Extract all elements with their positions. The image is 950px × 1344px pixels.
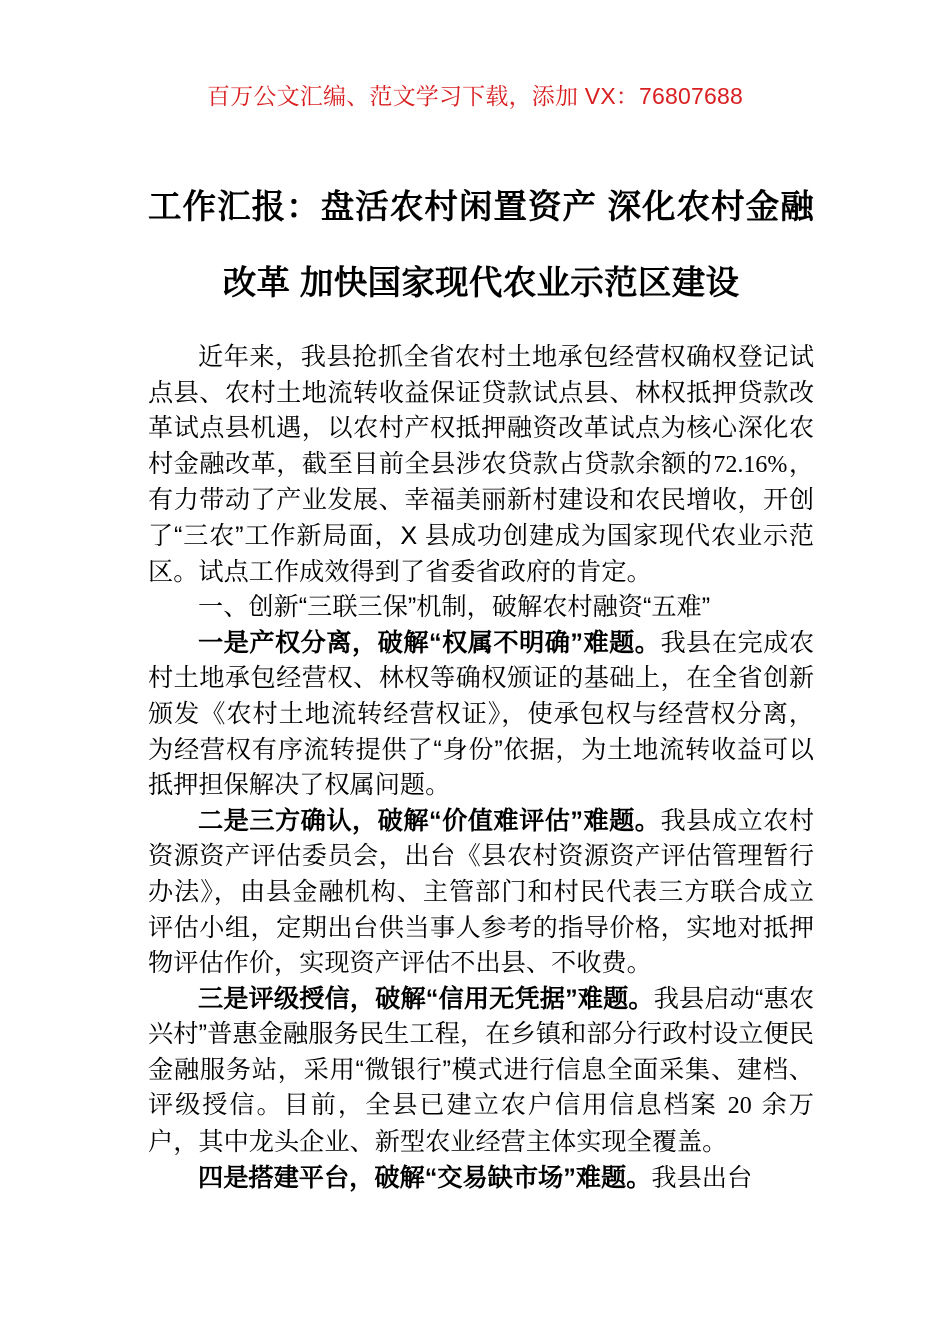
paragraph-point-three	[148, 982, 814, 1161]
paragraph-point-two-lead: 二是三方确认，破解“价值难评估”难题。	[198, 806, 661, 835]
paragraph-intro: 近年来，我县抢抓全省农村土地承包经营权确权登记试点县、农村土地流转收益保证贷款试点县、林权抵押贷款改革试点县机遇，以农村产权抵押融资改革试点为核心深化农村金融改革，截至目前全县涉农贷款占贷款余额的72.16%，有力带动了产业发展、幸福美丽新村建设和农民增收，开创了“三农”工作新局面，X 县成功创建成为国家现代农业示范区。试点工作成效得到了省委省政府的肯定。	[148, 343, 815, 586]
paragraph-point-four	[148, 1161, 814, 1197]
paragraph-point-two	[148, 804, 814, 982]
paragraph-point-two-text: 我县成立农村资源资产评估委员会，出台《县农村资源资产评估管理暂行办法》，由县金融机构、主管部门和村民代表三方联合成立评估小组，定期出台供当事人参考的指导价格，实地对抵押物评估作价，实现资产评估不出县、不收费。	[148, 806, 815, 978]
paragraph-point-four-lead: 四是搭建平台，破解“交易缺市场”难题。	[198, 1163, 652, 1192]
inline-number: 72.16%	[713, 451, 788, 478]
page-title: 工作汇报：盘活农村闲置资产 深化农村金融改革 加快国家现代农业示范区建设	[148, 189, 814, 302]
paragraph-point-four-text: 我县出台	[651, 1163, 753, 1192]
paragraph-point-one	[148, 626, 814, 804]
inline-number: 20	[727, 1093, 752, 1120]
paragraph-point-three-lead: 三是评级授信，破解“信用无凭据”难题。	[198, 984, 654, 1013]
paragraph-point-one-text: 我县在完成农村土地承包经营权、林权等确权颁证的基础上，在全省创新颁发《农村土地流转经营权证》，使承包权与经营权分离，为经营权有序流转提供了“身份”依据，为土地流转收益可以抵押担保解决了权属问题。	[148, 628, 815, 800]
document-body	[148, 170, 814, 1196]
watermark-header-text: 百万公文汇编、范文学习下载，添加 VX：76807688	[206, 83, 743, 109]
section-heading-one: 一、创新“三联三保”机制，破解农村融资“五难”	[198, 593, 711, 622]
paragraph-point-one-lead: 一是产权分离，破解“权属不明确”难题。	[198, 628, 661, 657]
paragraph-point-three-text: 我县启动“惠农兴村”普惠金融服务民生工程，在乡镇和部分行政村设立便民金融服务站，采用“微银行”模式进行信息全面采集、建档、评级授信。目前，全县已建立农户信用信息档案 20 余万户，其中龙头企业、新型农业经营主体实现全覆盖。	[148, 984, 815, 1157]
